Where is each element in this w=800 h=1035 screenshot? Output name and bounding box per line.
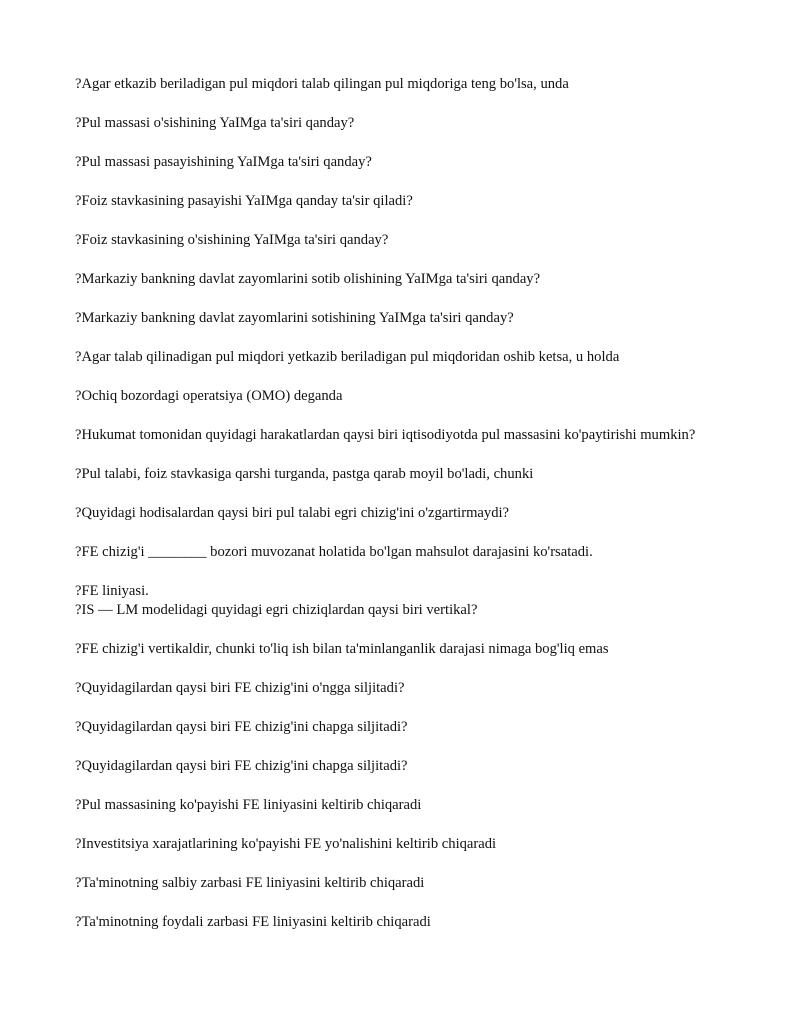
question-line: ?Ochiq bozordagi operatsiya (OMO) deganda [75, 388, 343, 404]
question-line: ?Markaziy bankning davlat zayomlarini sotishining YaIMga ta'siri qanday? [75, 310, 514, 326]
question-line: ?Ta'minotning salbiy zarbasi FE liniyasini keltirib chiqaradi [75, 875, 425, 891]
question-line: ?Agar etkazib beriladigan pul miqdori talab qilingan pul miqdoriga teng bo'lsa, unda [75, 76, 569, 92]
question-line: ?FE chizig'i vertikaldir, chunki to'liq ish bilan ta'minlanganlik darajasi nimaga bog'liq emas [75, 641, 609, 657]
question-line: ?Foiz stavkasining pasayishi YaIMga qanday ta'sir qiladi? [75, 193, 413, 209]
question-line: ?Pul massasi pasayishining YaIMga ta'siri qanday? [75, 154, 372, 170]
question-line: ?Quyidagilardan qaysi biri FE chizig'ini chapga siljitadi? [75, 719, 408, 735]
question-line: ?Agar talab qilinadigan pul miqdori yetkazib beriladigan pul miqdoridan oshib ketsa, u holda [75, 349, 620, 365]
question-line: ?Ta'minotning foydali zarbasi FE liniyasini keltirib chiqaradi [75, 914, 431, 930]
question-line: ?IS — LM modelidagi quyidagi egri chiziqlardan qaysi biri vertikal? [75, 602, 478, 618]
question-line: ?Quyidagilardan qaysi biri FE chizig'ini chapga siljitadi? [75, 758, 408, 774]
question-line: ?Pul massasining ko'payishi FE liniyasini keltirib chiqaradi [75, 797, 422, 813]
question-line: ?Quyidagilardan qaysi biri FE chizig'ini o'ngga siljitadi? [75, 680, 405, 696]
question-line: ?Pul massasi o'sishining YaIMga ta'siri qanday? [75, 115, 355, 131]
question-line: ?Quyidagi hodisalardan qaysi biri pul talabi egri chizig'ini o'zgartirmaydi? [75, 505, 510, 521]
question-line: ?Hukumat tomonidan quyidagi harakatlardan qaysi biri iqtisodiyotda pul massasini ko'paytirishi mumkin? [75, 427, 696, 443]
question-line: ?Foiz stavkasining o'sishining YaIMga ta'siri qanday? [75, 232, 389, 248]
question-line: ?FE liniyasi. [75, 583, 149, 599]
question-line: ?FE chizig'i ________ bozori muvozanat holatida bo'lgan mahsulot darajasini ko'rsatadi. [75, 544, 593, 560]
question-line: ?Markaziy bankning davlat zayomlarini sotib olishining YaIMga ta'siri qanday? [75, 271, 541, 287]
question-line: ?Investitsiya xarajatlarining ko'payishi FE yo'nalishini keltirib chiqaradi [75, 836, 497, 852]
question-line: ?Pul talabi, foiz stavkasiga qarshi turganda, pastga qarab moyil bo'ladi, chunki [75, 466, 534, 482]
